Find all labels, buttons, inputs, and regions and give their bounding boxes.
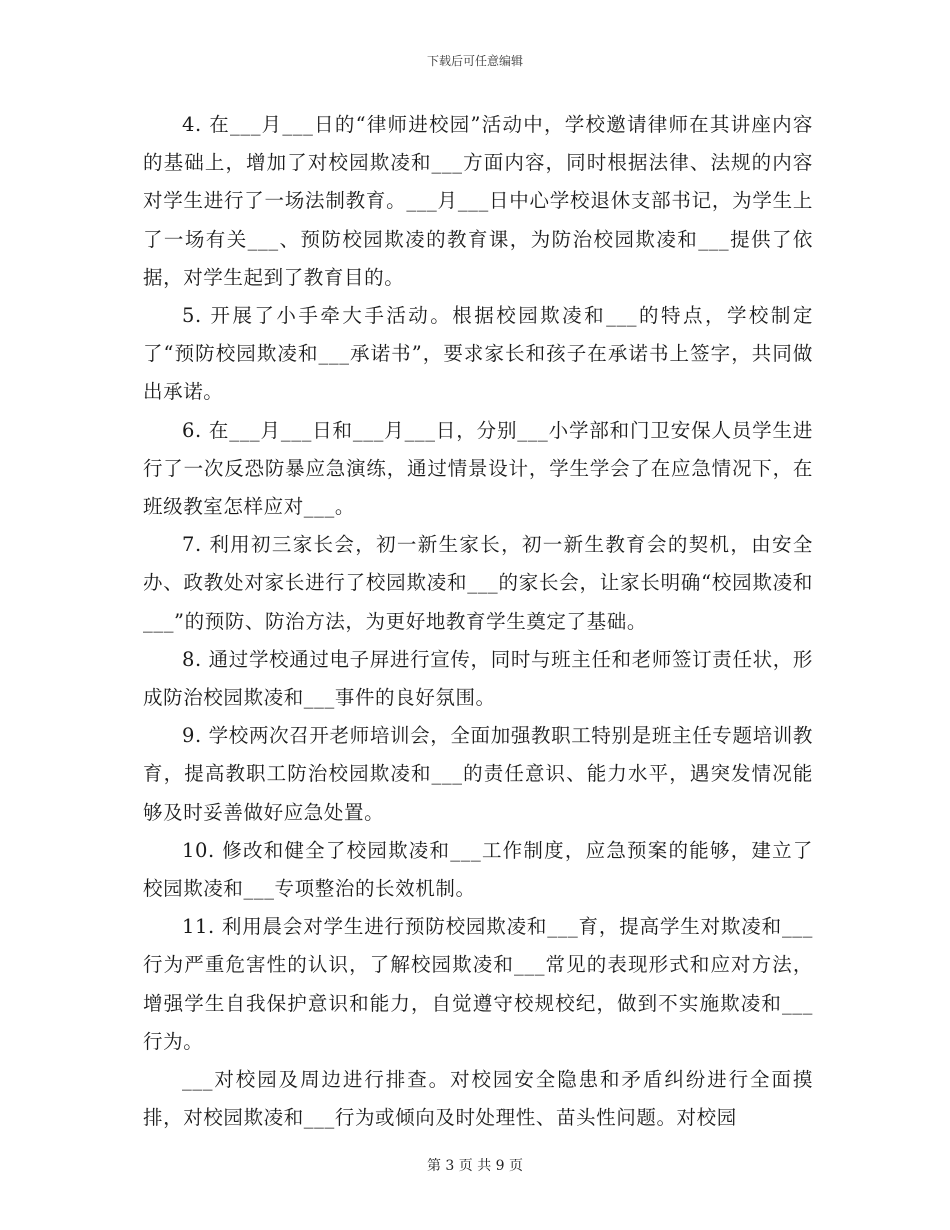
paragraph-item-10: 10. 修改和健全了校园欺凌和___工作制度，应急预案的能够，建立了校园欺凌和___专项整治的长效机制。 bbox=[143, 838, 813, 901]
paragraph-item-7: 7. 利用初三家长会，初一新生家长，初一新生教育会的契机，由安全办、政教处对家长进行了校园欺凌和___的家长会，让家长明确“校园欺凌和___”的预防、防治方法，为更好地教育学生奠定了基础。 bbox=[143, 533, 813, 633]
page-number: 第 3 页 共 9 页 bbox=[426, 1158, 524, 1174]
paragraph-item-5: 5. 开展了小手牵大手活动。根据校园欺凌和___的特点，学校制定了“预防校园欺凌和___承诺书”，要求家长和孩子在承诺书上签字，共同做出承诺。 bbox=[143, 304, 813, 404]
paragraph-inspection: ___对校园及周边进行排查。对校园安全隐患和矛盾纠纷进行全面摸排，对校园欺凌和___行为或倾向及时处理性、苗头性问题。对校园 bbox=[143, 1068, 813, 1130]
paragraph-item-8: 8. 通过学校通过电子屏进行宣传，同时与班主任和老师签订责任状，形成防治校园欺凌和___事件的良好氛围。 bbox=[143, 647, 813, 710]
paragraph-item-4: 4. 在___月___日的“律师进校园”活动中，学校邀请律师在其讲座内容的基础上，增加了对校园欺凌和___方面内容，同时根据法律、法规的内容对学生进行了一场法制教育。___月___日中心学校退休支部书记，为学生上了一场有关___、预防校园欺凌的教育课，为防治校园欺凌和___提供了依据，对学生起到了教育目的。 bbox=[143, 113, 813, 289]
paragraph-item-11: 11. 利用晨会对学生进行预防校园欺凌和___育，提高学生对欺凌和___行为严重危害性的认识，了解校园欺凌和___常见的表现形式和应对方法，增强学生自我保护意识和能力，自觉遵守校规校纪，做到不实施欺凌和___行为。 bbox=[143, 915, 813, 1053]
document-body bbox=[143, 106, 813, 1137]
paragraph-item-9: 9. 学校两次召开老师培训会，全面加强教职工特别是班主任专题培训教育，提高教职工防治校园欺凌和___的责任意识、能力水平，遇突发情况能够及时妥善做好应急处置。 bbox=[143, 724, 813, 824]
page-header: 下载后可任意编辑 bbox=[426, 54, 523, 68]
paragraph-item-6: 6. 在___月___日和___月___日，分别___小学部和门卫安保人员学生进行了一次反恐防暴应急演练，通过情景设计，学生学会了在应急情况下，在班级教室怎样应对___。 bbox=[143, 418, 813, 519]
